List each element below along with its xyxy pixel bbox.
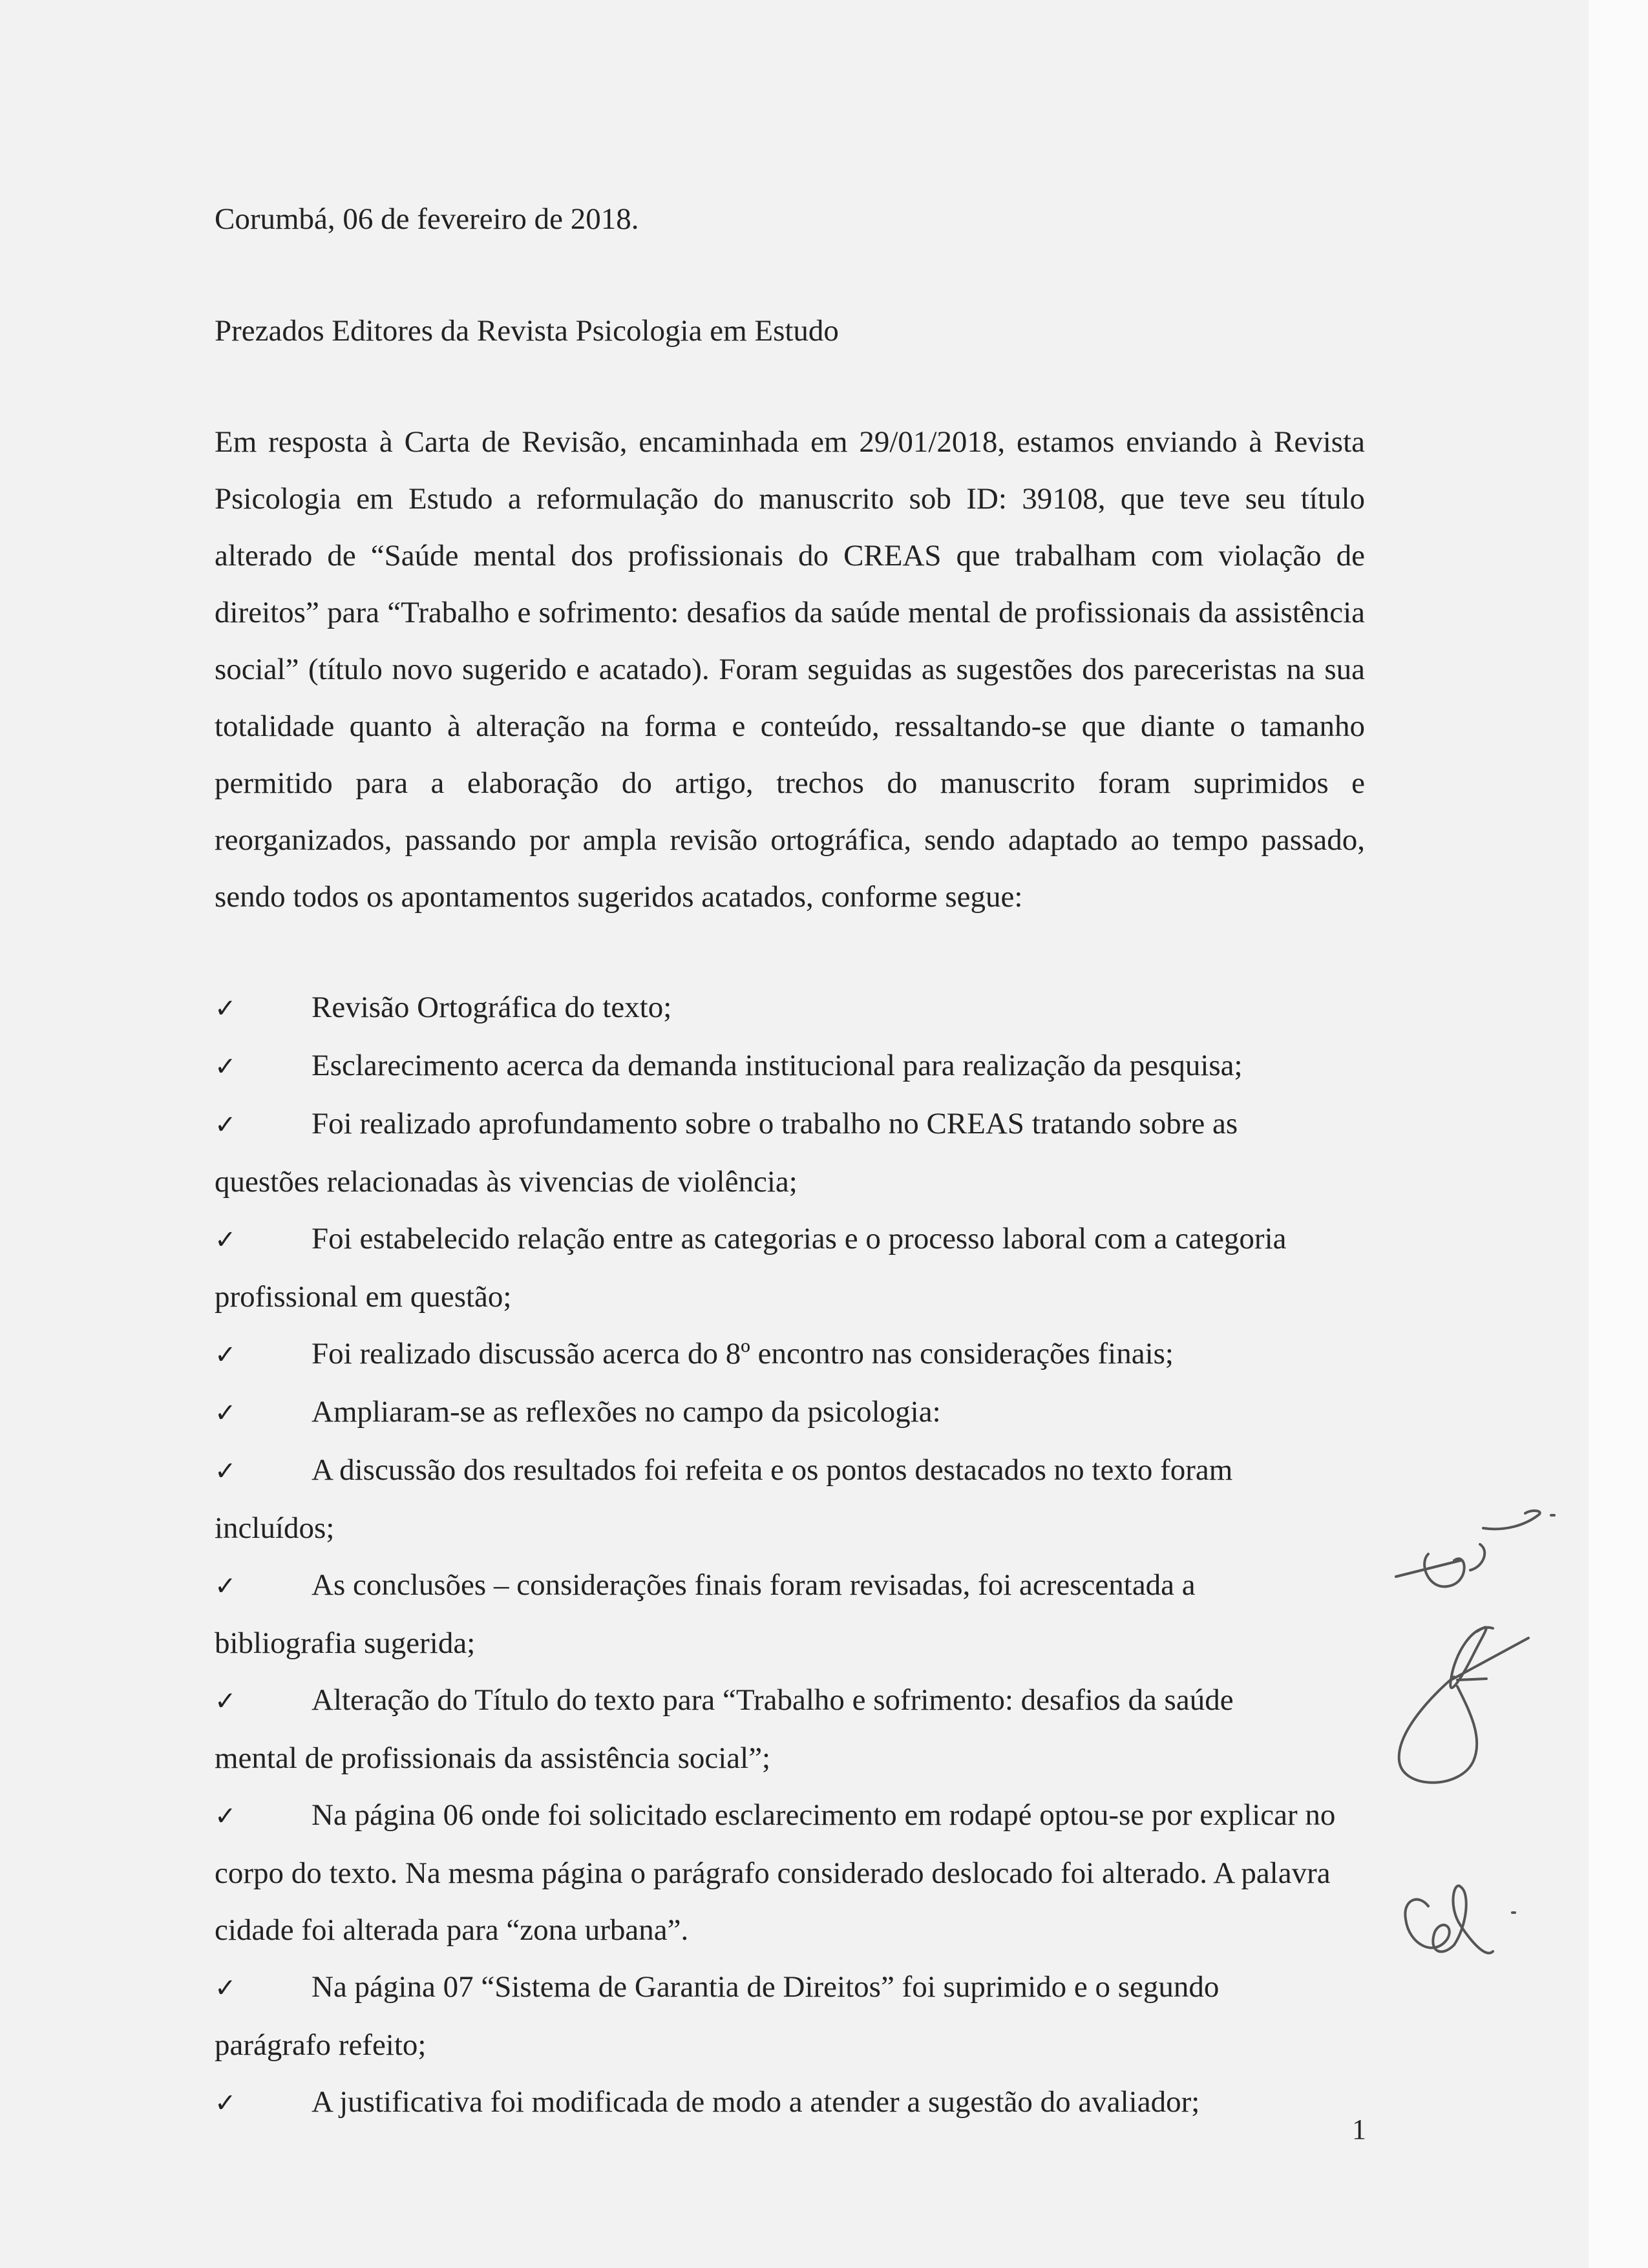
change-item	[215, 1095, 1287, 1210]
change-item	[215, 1958, 1274, 2074]
change-item	[215, 1037, 1365, 1095]
change-text: As conclusões – considerações finais foram revisadas, foi acrescentada a bibliografia sugerida;	[215, 1568, 1196, 1660]
change-text: A discussão dos resultados foi refeita e os pontos destacados no texto foram incluídos;	[215, 1453, 1233, 1545]
change-item	[215, 1672, 1287, 1787]
check-icon: ✓	[215, 1801, 237, 1831]
check-icon: ✓	[215, 1052, 237, 1082]
check-icon: ✓	[215, 994, 237, 1024]
change-item	[215, 1557, 1249, 1672]
change-item	[215, 1325, 1365, 1383]
change-text: Revisão Ortográfica do texto;	[312, 991, 672, 1024]
change-item	[215, 1442, 1287, 1557]
page-number: 1	[1352, 2114, 1366, 2145]
change-text: Na página 07 “Sistema de Garantia de Direitos” foi suprimido e o segundo parágrafo refeito;	[215, 1970, 1220, 2062]
place-date: Corumbá, 06 de fevereiro de 2018.	[215, 202, 639, 236]
check-icon: ✓	[215, 1571, 237, 1601]
change-text: A justificativa foi modificada de modo a atender a sugestão do avaliador;	[312, 2085, 1200, 2119]
check-icon: ✓	[215, 1973, 237, 2003]
change-item	[215, 1787, 1358, 1958]
change-text: Alteração do Título do texto para “Trabalho e sofrimento: desafios da saúde mental de profissionais da assistência social”;	[215, 1683, 1234, 1775]
change-text: Foi realizado aprofundamento sobre o trabalho no CREAS tratando sobre as questões relacionadas às vivencias de violência;	[215, 1107, 1238, 1199]
check-icon: ✓	[215, 1340, 237, 1370]
change-text: Foi estabelecido relação entre as categorias e o processo laboral com a categoria profissional em questão;	[215, 1222, 1287, 1314]
salutation: Prezados Editores da Revista Psicologia em Estudo	[215, 314, 839, 348]
check-icon: ✓	[215, 2088, 237, 2118]
change-item	[215, 979, 1365, 1037]
change-text: Ampliaram-se as reflexões no campo da psicologia:	[312, 1395, 941, 1429]
check-icon: ✓	[215, 1686, 237, 1716]
change-item	[215, 1210, 1339, 1325]
change-item	[215, 1383, 1365, 1442]
initials-mark-1	[1396, 1511, 1554, 1586]
changes-list	[215, 979, 1365, 2132]
change-text: Esclarecimento acerca da demanda institucional para realização da pesquisa;	[312, 1049, 1243, 1082]
check-icon: ✓	[215, 1225, 237, 1255]
check-icon: ✓	[215, 1110, 237, 1140]
handwritten-initials	[1357, 1506, 1629, 2035]
initials-mark-3	[1405, 1885, 1515, 1953]
change-item	[215, 2074, 1365, 2132]
intro-paragraph: Em resposta à Carta de Revisão, encaminhada em 29/01/2018, estamos enviando à Revista Psicologia em Estudo a reformulação do manuscrito sob ID: 39108, que teve seu título alterado de “Saúde mental dos profissionais do CREAS que trabalham com violação de direitos” para “Trabalho e sofrimento: desafios da saúde mental de profissionais da assistência social” (título novo sugerido e acatado). Foram seguidas as sugestões dos pareceristas na sua totalidade quanto à alteração na forma e conteúdo, ressaltando-se que diante o tamanho permitido para a elaboração do artigo, trechos do manuscrito foram suprimidos e reorganizados, passando por ampla revisão ortográfica, sendo adaptado ao tempo passado, sendo todos os apontamentos sugeridos acatados, conforme segue:	[215, 425, 1365, 914]
initials-mark-2	[1399, 1627, 1528, 1782]
change-text: Foi realizado discussão acerca do 8º encontro nas considerações finais;	[312, 1337, 1174, 1370]
check-icon: ✓	[215, 1456, 237, 1486]
change-text: Na página 06 onde foi solicitado esclarecimento em rodapé optou-se por explicar no corpo do texto. Na mesma página o parágrafo considerado deslocado foi alterado. A palavra cidade foi alterada para “zona urbana”.	[215, 1798, 1336, 1947]
check-icon: ✓	[215, 1398, 237, 1428]
